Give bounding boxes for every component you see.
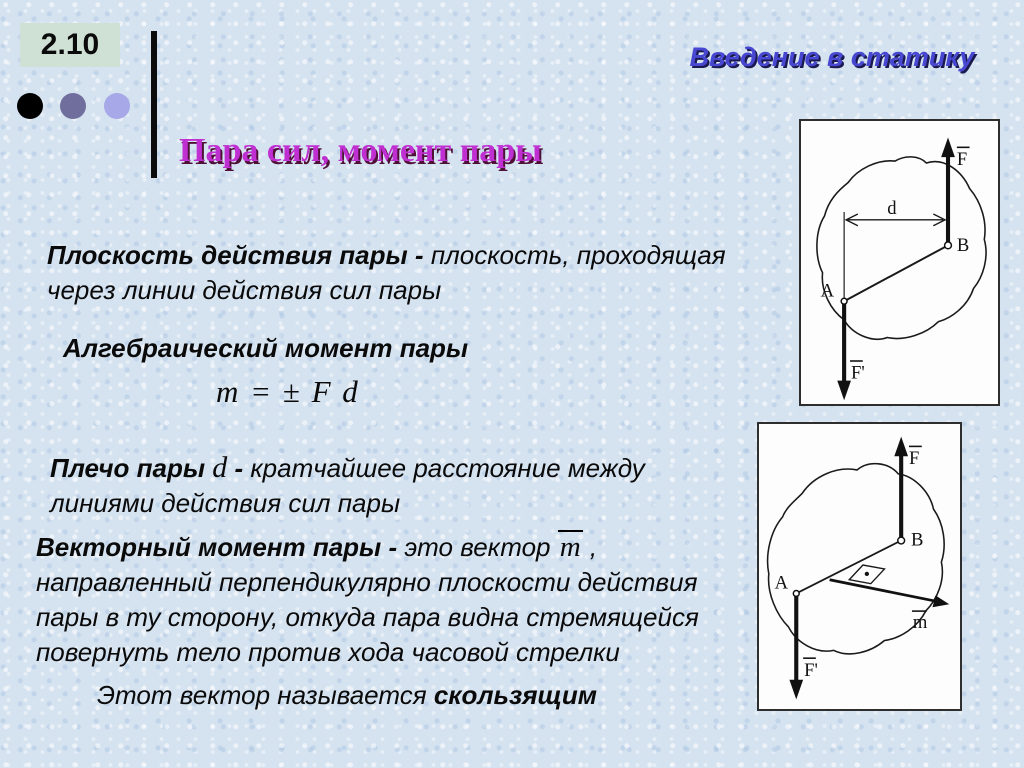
diagram-force-couple-arm	[799, 119, 1000, 406]
force-up-label: F	[909, 448, 920, 470]
perpendicular-dot	[865, 572, 869, 576]
sliding-note-text: Этот вектор называется	[97, 680, 434, 710]
definition-arm-text1: кратчайшее расстояние между	[250, 453, 645, 483]
definition-plane-line1	[47, 238, 726, 273]
point-a-marker	[841, 298, 847, 304]
definition-arm-line1	[50, 450, 645, 486]
point-a-marker	[793, 591, 799, 597]
bullet-dot-purple	[60, 93, 86, 119]
slide-number-badge	[20, 23, 120, 67]
slide-title: Пара сил, момент пары	[179, 132, 542, 169]
bullet-dot-black	[17, 93, 43, 119]
sliding-vector-note	[97, 678, 597, 713]
definition-plane-term: Плоскость действия пары -	[47, 240, 431, 270]
force-up-arrowhead	[894, 437, 908, 457]
moment-vector-symbol: m	[559, 531, 581, 563]
definition-vector-text1: это вектор	[404, 532, 558, 562]
definition-arm-dash: -	[227, 453, 251, 483]
vertical-divider	[151, 31, 157, 178]
force-down-arrowhead	[837, 381, 851, 401]
definition-vector-line2: направленный перпендикулярно плоскости действия	[36, 567, 698, 597]
definition-vector-line1	[36, 530, 699, 565]
definition-plane	[47, 238, 726, 308]
point-b-marker	[898, 537, 905, 544]
point-b-label: B	[910, 529, 924, 551]
diagram1-canvas	[801, 121, 998, 404]
moment-formula: m = ± F d	[216, 374, 360, 409]
definition-vector-line4: повернуть тело против хода часовой стрелки	[36, 637, 620, 667]
definition-plane-line2: через линии действия сил пары	[47, 275, 442, 305]
diagram2-canvas	[759, 424, 960, 709]
point-b-label: B	[956, 235, 970, 257]
arm-symbol-d: d	[212, 451, 228, 484]
definition-arm	[50, 450, 645, 521]
sliding-note-term: скользящим	[433, 680, 597, 710]
force-up-arrowhead	[941, 138, 955, 158]
force-down-label: F'	[850, 362, 865, 384]
point-a-label: A	[774, 572, 789, 594]
bullet-dot-lavender	[104, 93, 130, 119]
force-down-arrowhead	[789, 680, 803, 700]
force-up-label: F	[956, 148, 968, 170]
definition-arm-line2: линиями действия сил пары	[50, 488, 401, 518]
definition-vector-line3: пары в ту сторону, откуда пара видна стремящейся	[36, 602, 699, 632]
moment-label: m	[912, 611, 928, 633]
definition-arm-term: Плечо пары	[50, 453, 213, 483]
course-header: Введение в статику	[689, 42, 975, 72]
point-b-marker	[945, 242, 952, 249]
slide-number: 2.10	[40, 28, 100, 61]
definition-vector-term: Векторный момент пары -	[36, 532, 405, 562]
definition-vector-moment	[36, 530, 699, 670]
diagram-vector-moment	[757, 422, 962, 711]
definition-plane-text1: плоскость, проходящая	[430, 240, 726, 270]
force-down-label: F'	[804, 659, 818, 681]
algebraic-moment-heading: Алгебраический момент пары	[63, 333, 469, 363]
distance-label-d: d	[887, 197, 897, 219]
point-a-label: A	[820, 280, 835, 302]
definition-vector-comma: ,	[582, 532, 598, 562]
